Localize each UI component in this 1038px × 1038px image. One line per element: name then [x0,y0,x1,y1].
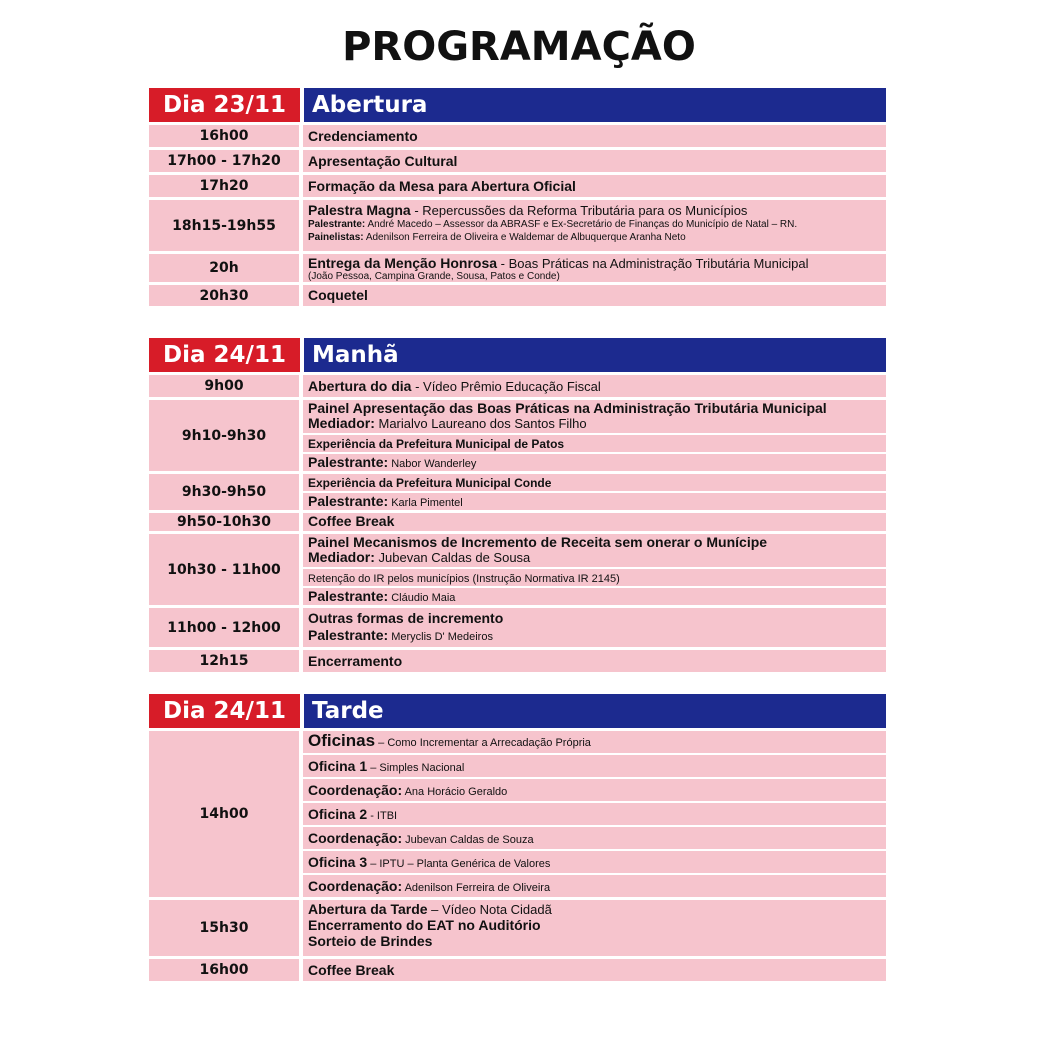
coordination-name: Adenilson Ferreira de Oliveira [402,882,551,894]
activity-cell [303,375,886,397]
speaker-name: Meryclis D' Medeiros [388,631,493,643]
activity-text: - Repercussões da Reforma Tributária para os Municípios [410,203,748,218]
moderator-label: Mediador: [308,549,375,565]
schedule-row [149,200,886,251]
time-cell: 11h00 - 12h00 [149,608,299,647]
panel-title: Painel Mecanismos de Incremento de Receita sem onerar o Munícipe [308,534,768,550]
panelists-label: Painelistas: [308,232,364,243]
activity-cell [303,534,886,567]
workshop-topic: - ITBI [367,810,398,822]
workshop-label: Oficina 3 [308,854,368,870]
activity-cell [303,731,886,753]
schedule-row [149,534,886,605]
coordination-label: Coordenação: [308,830,403,846]
speaker-label: Palestrante: [308,588,389,604]
time-cell: 14h00 [149,731,299,897]
speaker-label: Palestrante: [308,454,389,470]
section-heading: Manhã [304,338,886,372]
schedule-row [149,959,886,981]
coordination-name: Ana Horácio Geraldo [402,786,508,798]
schedule-row [149,125,886,147]
speaker-name: Karla Pimentel [388,497,463,509]
activity-title: Apresentação Cultural [308,153,458,169]
section-header [149,694,886,728]
time-cell: 9h50-10h30 [149,513,299,531]
time-cell: 17h00 - 17h20 [149,150,299,172]
activity-cell [303,608,886,647]
speaker-label: Palestrante: [308,493,389,509]
day-label: Dia 24/11 [149,338,300,372]
time-cell: 18h15-19h55 [149,200,299,251]
workshops-title: Oficinas [308,731,376,750]
schedule-row [149,285,886,306]
workshop-label: Oficina 1 [308,758,368,774]
schedule-row [149,513,886,531]
time-cell: 15h30 [149,900,299,956]
speaker-label: Palestrante: [308,219,366,230]
raffle-title: Sorteio de Brindes [308,933,433,949]
activity-title: Encerramento [308,653,403,669]
activity-cell [303,435,886,452]
activity-cell [303,474,886,491]
activity-cell [303,900,886,956]
schedule-row [149,400,886,471]
activity-cell [303,175,886,197]
workshop-topic: – IPTU – Planta Genérica de Valores [367,858,551,870]
activity-cell [303,125,886,147]
time-cell: 20h [149,254,299,282]
time-cell: 9h30-9h50 [149,474,299,510]
page-title: PROGRAMAÇÃO [342,24,696,70]
activity-cell [303,254,886,282]
experience-title: Experiência da Prefeitura Municipal de Patos [308,437,565,451]
moderator-name: Marialvo Laureano dos Santos Filho [374,416,587,431]
activity-cell [303,851,886,873]
schedule-row [149,474,886,510]
activity-title: Coquetel [308,287,368,303]
workshop-label: Oficina 2 [308,806,368,822]
activity-cell [303,400,886,433]
day-label: Dia 24/11 [149,694,300,728]
section-abertura [149,88,886,306]
coordination-name: Jubevan Caldas de Souza [402,834,534,846]
activity-title: Formação da Mesa para Abertura Oficial [308,178,576,194]
time-cell: 16h00 [149,125,299,147]
activity-text: - Boas Práticas na Administração Tributária Municipal [497,256,809,271]
time-cell: 10h30 - 11h00 [149,534,299,605]
activity-text: – Vídeo Nota Cidadã [427,902,552,917]
closing-title: Encerramento do EAT no Auditório [308,917,541,933]
speaker-name: Nabor Wanderley [388,458,477,470]
activity-cell [303,779,886,801]
section-header [149,88,886,122]
moderator-label: Mediador: [308,415,375,431]
section-heading: Abertura [304,88,886,122]
schedule-row [149,150,886,172]
time-cell: 12h15 [149,650,299,672]
activity-cell [303,827,886,849]
activity-text: - Vídeo Prêmio Educação Fiscal [411,379,601,394]
activity-cell [303,200,886,251]
schedule-row [149,375,886,397]
activity-cell [303,588,886,605]
day-label: Dia 23/11 [149,88,300,122]
activity-cell [303,569,886,586]
activity-cell [303,959,886,981]
activity-cell [303,454,886,471]
activity-title: Entrega da Menção Honrosa [308,255,498,271]
activity-cell [303,875,886,897]
section-header [149,338,886,372]
activity-cell [303,285,886,306]
schedule-row [149,608,886,647]
experience-title: Experiência da Prefeitura Municipal Conde [308,476,552,490]
speaker-name: André Macedo – Assessor da ABRASF e Ex-Secretário de Finanças do Município de Natal – RN. [365,219,798,230]
workshops-text: – Como Incrementar a Arrecadação Própria [375,737,591,749]
time-cell: 16h00 [149,959,299,981]
activity-cell [303,803,886,825]
time-cell: 17h20 [149,175,299,197]
speaker-name: Cláudio Maia [388,592,456,604]
activity-cell [303,150,886,172]
activity-cell [303,650,886,672]
activity-cell [303,755,886,777]
schedule-row [149,731,886,897]
speaker-label: Palestrante: [308,627,389,643]
activity-title: Abertura da Tarde [308,901,428,917]
schedule-row [149,650,886,672]
activity-title: Palestra Magna [308,202,411,218]
panel-title: Painel Apresentação das Boas Práticas na Administração Tributária Municipal [308,400,827,416]
activity-cell [303,493,886,510]
activity-title: Outras formas de incremento [308,610,504,626]
section-manha [149,338,886,672]
time-cell: 9h00 [149,375,299,397]
panelists-names: Adenilson Ferreira de Oliveira e Waldemar de Albuquerque Aranha Neto [363,232,686,243]
section-tarde [149,694,886,981]
activity-cell [303,513,886,531]
coordination-label: Coordenação: [308,878,403,894]
activity-title: Coffee Break [308,962,395,978]
municipalities-note: (João Pessoa, Campina Grande, Sousa, Patos e Conde) [308,271,560,282]
activity-title: Credenciamento [308,128,418,144]
schedule-row [149,900,886,956]
schedule-row [149,254,886,282]
topic-text: Retenção do IR pelos municípios (Instrução Normativa IR 2145) [308,573,620,585]
coordination-label: Coordenação: [308,782,403,798]
time-cell: 20h30 [149,285,299,306]
section-heading: Tarde [304,694,886,728]
activity-title: Coffee Break [308,513,395,529]
workshop-topic: – Simples Nacional [367,762,465,774]
activity-title: Abertura do dia [308,378,412,394]
time-cell: 9h10-9h30 [149,400,299,471]
schedule-row [149,175,886,197]
moderator-name: Jubevan Caldas de Sousa [374,550,531,565]
